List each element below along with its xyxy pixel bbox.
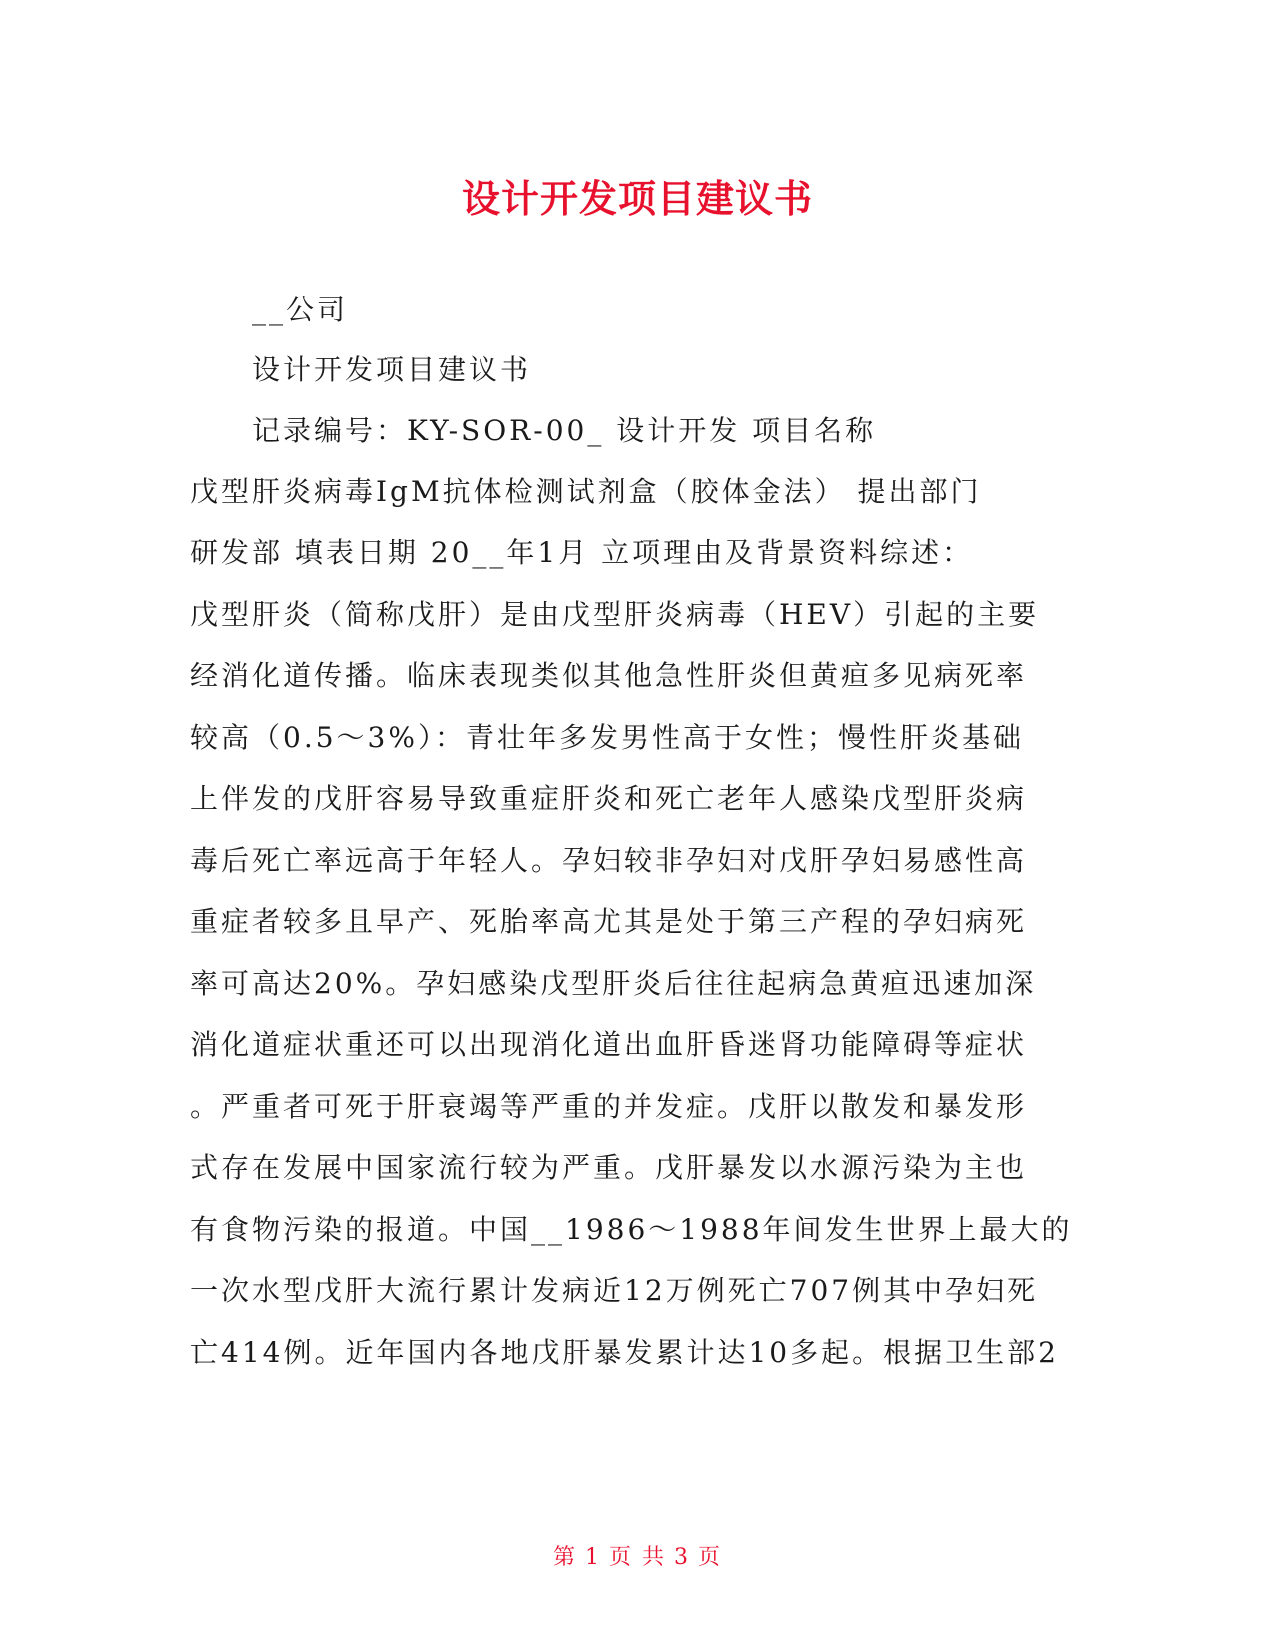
body-line: 较高（0.5～3%）：青壮年多发男性高于女性；慢性肝炎基础 xyxy=(190,721,1024,754)
footer-middle: 页 共 xyxy=(609,1545,666,1570)
page-footer xyxy=(0,1540,1275,1571)
body-line: 一次水型戊肝大流行累计发病近12万例死亡707例其中孕妇死 xyxy=(190,1274,1039,1307)
body-line: 上伴发的戊肝容易导致重症肝炎和死亡老年人感染戊型肝炎病 xyxy=(190,782,1028,815)
body-line: 有食物污染的报道。中国__1986～1988年间发生世界上最大的 xyxy=(190,1213,1073,1246)
body-line: 研发部 填表日期 20__年1月 立项理由及背景资料综述： xyxy=(190,536,974,569)
body-line: 毒后死亡率远高于年轻人。孕妇较非孕妇对戊肝孕妇易感性高 xyxy=(190,844,1028,877)
body-line: 消化道症状重还可以出现消化道出血肝昏迷肾功能障碍等症状 xyxy=(190,1028,1028,1061)
body-line: 戊型肝炎（简称戊肝）是由戊型肝炎病毒（HEV）引起的主要 xyxy=(190,598,1040,631)
footer-prefix: 第 xyxy=(552,1545,577,1570)
subtitle-line: 设计开发项目建议书 xyxy=(252,353,532,386)
footer-total-pages: 3 xyxy=(674,1545,690,1570)
footer-suffix: 页 xyxy=(698,1545,723,1570)
body-line: 经消化道传播。临床表现类似其他急性肝炎但黄疸多见病死率 xyxy=(190,659,1028,692)
body-line: 式存在发展中国家流行较为严重。戊肝暴发以水源污染为主也 xyxy=(190,1151,1028,1184)
page-title: 设计开发项目建议书 xyxy=(461,177,813,221)
company-line: __公司 xyxy=(252,293,349,326)
body-line: 戊型肝炎病毒IgM抗体检测试剂盒（胶体金法） 提出部门 xyxy=(190,475,982,508)
record-number-line: 记录编号：KY-SOR-00_ 设计开发 项目名称 xyxy=(252,414,877,447)
body-line: 率可高达20%。孕妇感染戊型肝炎后往往起病急黄疸迅速加深 xyxy=(190,967,1037,1000)
body-line: 。严重者可死于肝衰竭等严重的并发症。戊肝以散发和暴发形 xyxy=(190,1090,1028,1123)
body-line: 亡414例。近年国内各地戊肝暴发累计达10多起。根据卫生部2 xyxy=(190,1336,1059,1369)
body-line: 重症者较多且早产、死胎率高尤其是处于第三产程的孕妇病死 xyxy=(190,905,1028,938)
footer-page-number: 1 xyxy=(585,1545,601,1570)
